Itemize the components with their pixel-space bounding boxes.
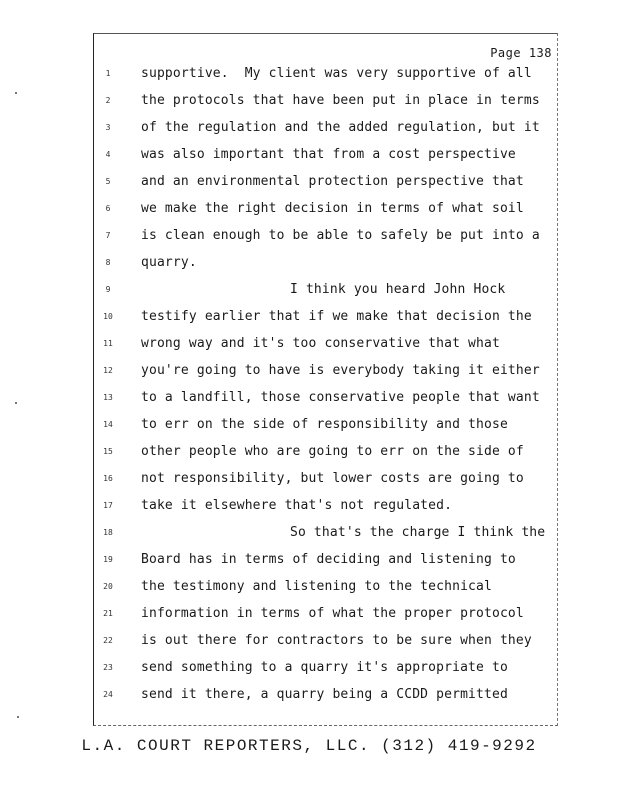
transcript-line [0,606,618,632]
transcript-line [0,552,618,578]
transcript-line [0,417,618,443]
line-number: 19 [103,555,113,564]
line-number: 16 [103,474,113,483]
transcript-line [0,282,618,308]
transcript-line [0,471,618,497]
line-number: 4 [105,150,111,159]
line-number: 22 [103,636,113,645]
line-number: 23 [103,663,113,672]
line-text: wrong way and it's too conservative that what [141,336,500,351]
line-number: 13 [103,393,113,402]
line-number: 11 [103,339,113,348]
line-number: 5 [105,177,111,186]
transcript-line [0,390,618,416]
line-text: the protocols that have been put in place in terms [141,93,540,108]
line-number: 1 [105,69,111,78]
line-text: Board has in terms of deciding and listening to [141,552,516,567]
line-text: of the regulation and the added regulation, but it [141,120,540,135]
line-number: 12 [103,366,113,375]
transcript-line [0,363,618,389]
line-number: 2 [105,96,111,105]
line-text: and an environmental protection perspective that [141,174,524,189]
transcript-line [0,66,618,92]
scan-speck [15,92,17,94]
line-number: 20 [103,582,113,591]
line-text: information in terms of what the proper protocol [141,606,524,621]
line-text: to err on the side of responsibility and those [141,417,508,432]
line-text: to a landfill, those conservative people that want [141,390,540,405]
transcript-line [0,174,618,200]
line-text: So that's the charge I think the [290,525,546,540]
line-text: the testimony and listening to the technical [141,579,492,594]
line-number: 6 [105,204,111,213]
scan-speck [17,716,19,718]
line-text: not responsibility, but lower costs are going to [141,471,524,486]
line-text: I think you heard John Hock [290,282,506,297]
transcript-line [0,498,618,524]
line-text: send something to a quarry it's appropriate to [141,660,508,675]
line-number: 7 [105,231,111,240]
line-number: 18 [103,528,113,537]
transcript-line [0,687,618,713]
line-number: 17 [103,501,113,510]
transcript-line [0,336,618,362]
transcript-line [0,525,618,551]
transcript-line [0,255,618,281]
court-reporter-footer: L.A. COURT REPORTERS, LLC. (312) 419-9292 [81,737,537,755]
line-text: is clean enough to be able to safely be put into a [141,228,540,243]
line-text: take it elsewhere that's not regulated. [141,498,453,513]
transcript-line [0,201,618,227]
line-number: 3 [105,123,111,132]
line-number: 8 [105,258,111,267]
transcript-line [0,633,618,659]
line-number: 9 [105,285,111,294]
line-text: other people who are going to err on the side of [141,444,524,459]
scan-speck [15,402,17,404]
transcript-line [0,309,618,335]
line-number: 14 [103,420,113,429]
line-number: 10 [103,312,113,321]
line-text: quarry. [141,255,197,270]
transcript-line [0,444,618,470]
line-number: 21 [103,609,113,618]
line-text: was also important that from a cost perspective [141,147,516,162]
line-text: you're going to have is everybody taking it either [141,363,540,378]
transcript-line [0,660,618,686]
line-text: supportive. My client was very supportive of all [141,66,532,81]
line-text: we make the right decision in terms of what soil [141,201,524,216]
page-number: Page 138 [490,46,552,60]
transcript-line [0,120,618,146]
transcript-line [0,93,618,119]
line-text: send it there, a quarry being a CCDD permitted [141,687,508,702]
line-number: 24 [103,690,113,699]
line-text: testify earlier that if we make that decision the [141,309,532,324]
transcript-line [0,147,618,173]
transcript-line [0,579,618,605]
transcript-line [0,228,618,254]
line-number: 15 [103,447,113,456]
line-text: is out there for contractors to be sure when they [141,633,532,648]
